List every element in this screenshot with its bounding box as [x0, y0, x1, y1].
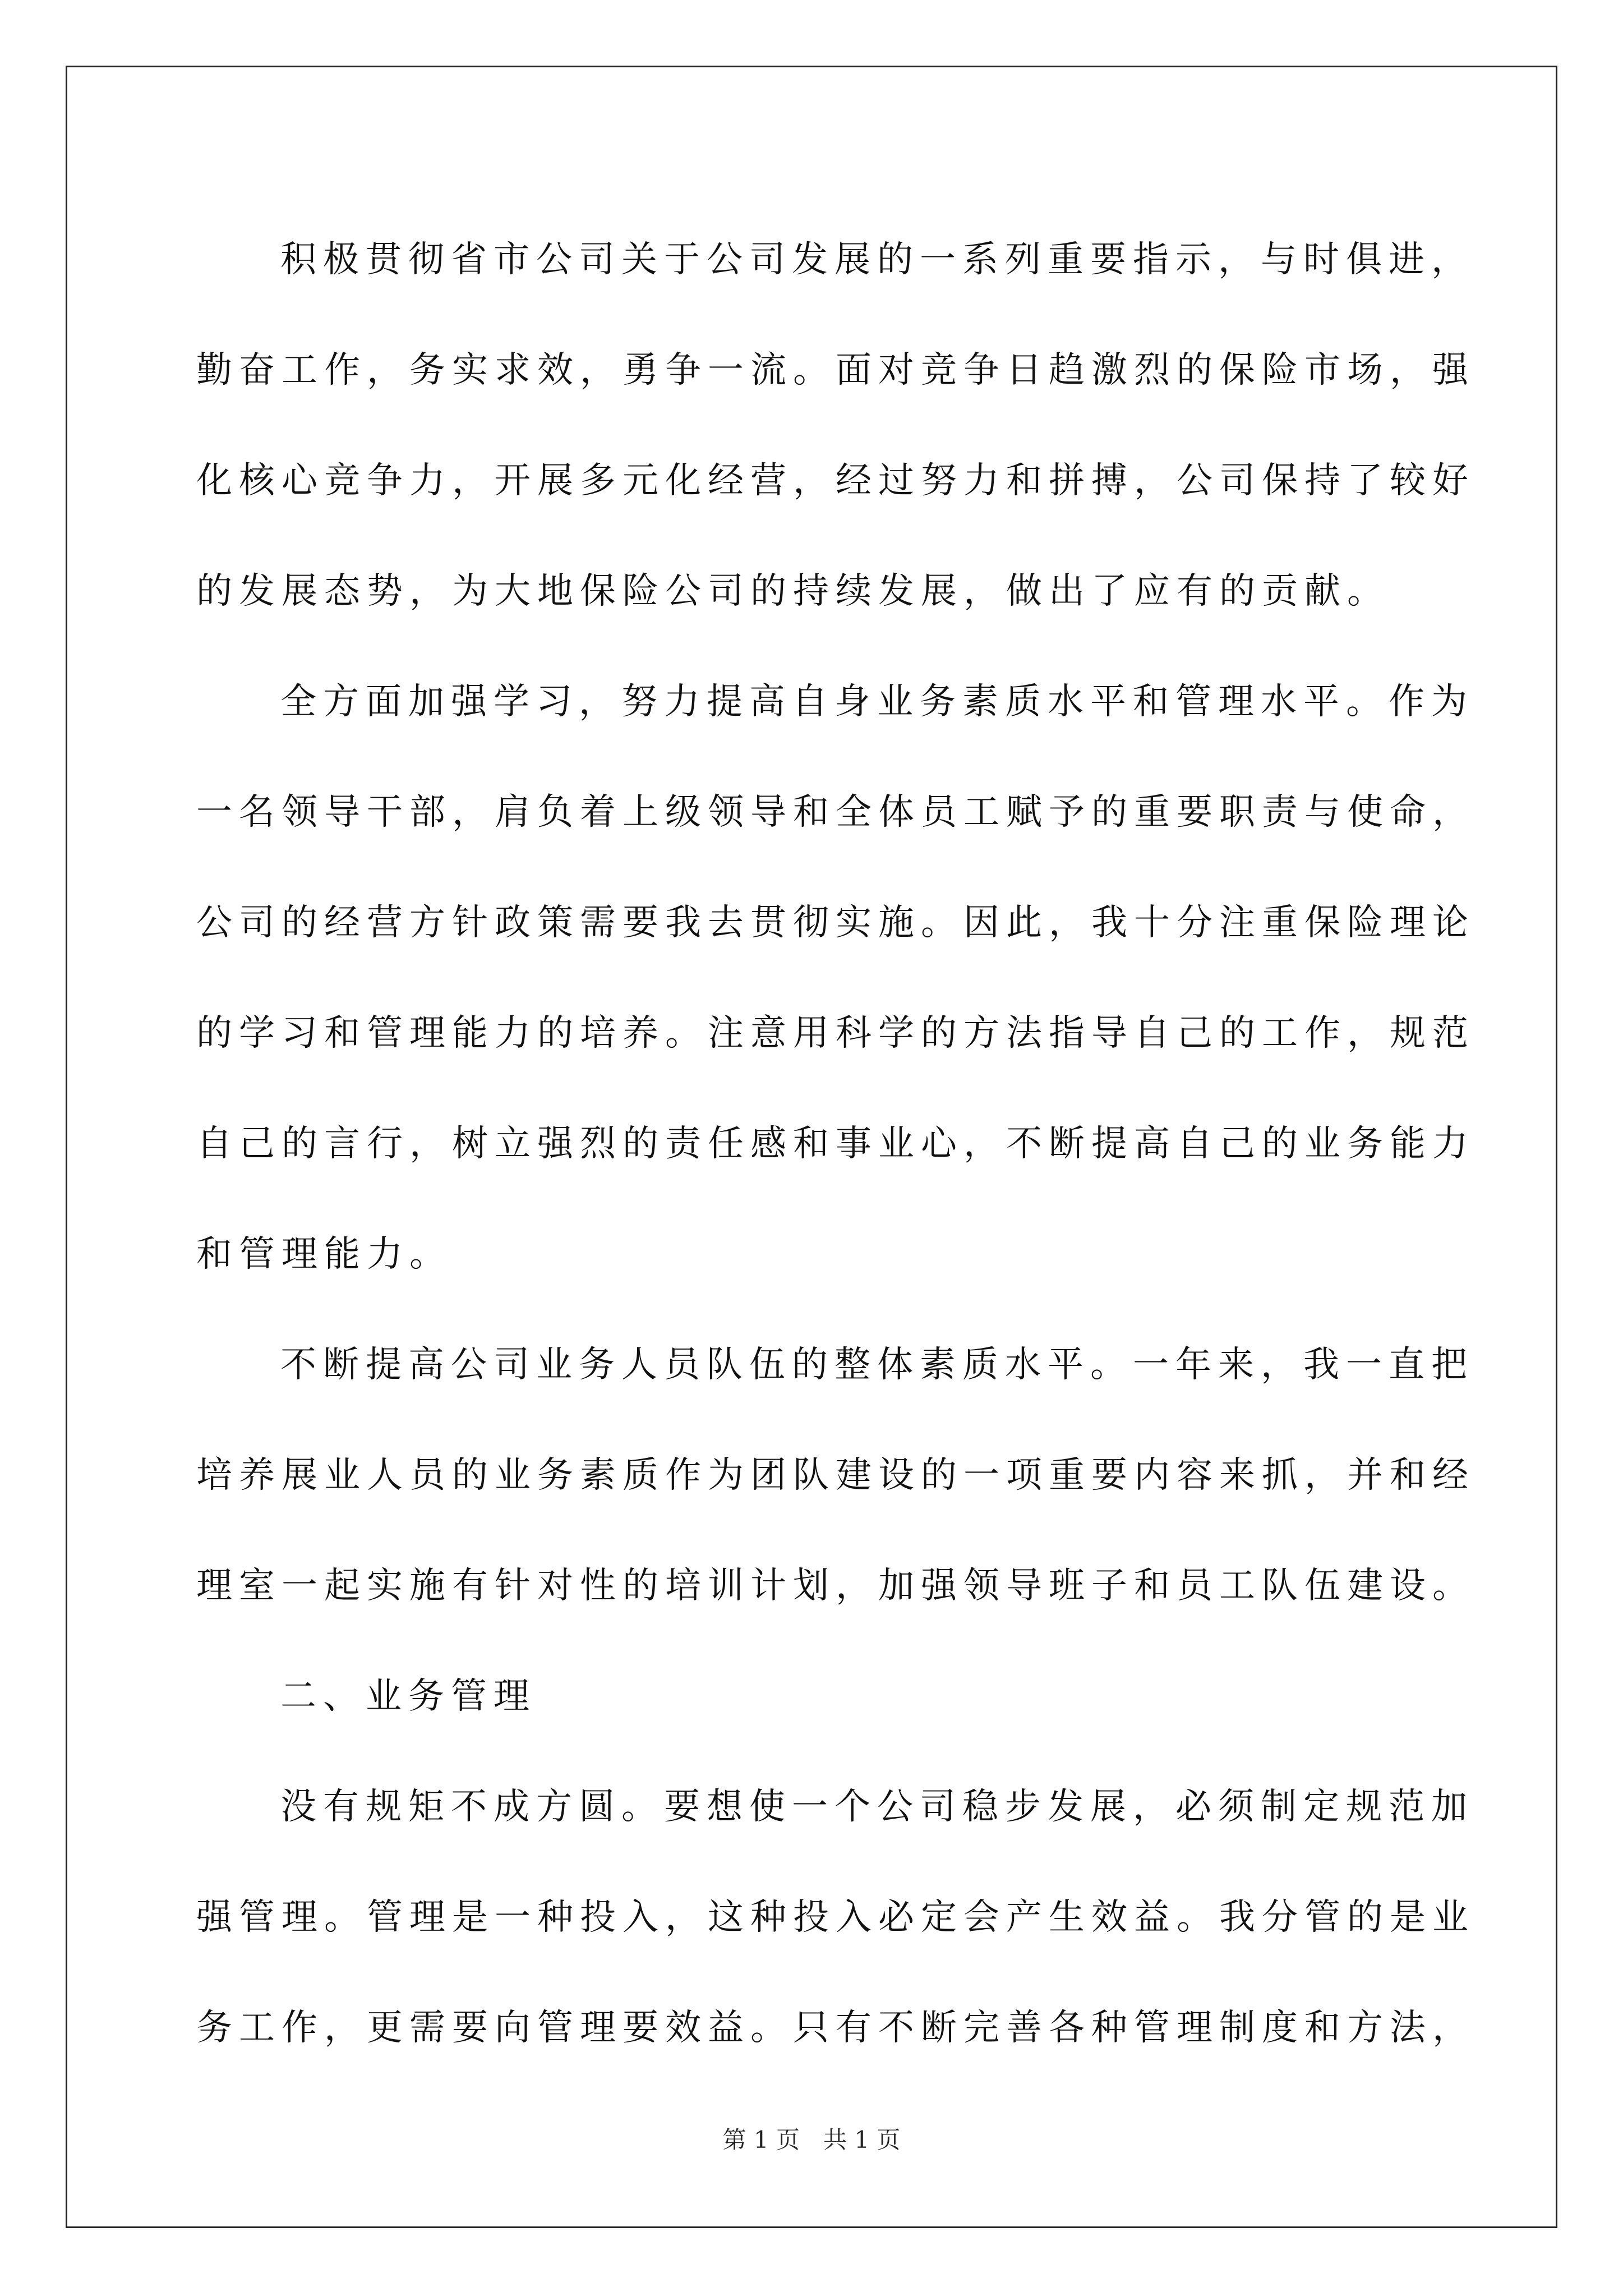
document-body [196, 205, 1475, 2083]
paragraph-line: 强管理。管理是一种投入，这种投入必定会产生效益。我分管的是业 [196, 1897, 1475, 1938]
paragraph-line: 和管理能力。 [196, 1234, 452, 1275]
paragraph-line: 化核心竞争力，开展多元化经营，经过努力和拼搏，公司保持了较好 [196, 460, 1475, 501]
paragraph-line: 公司的经营方针政策需要我去贯彻实施。因此，我十分注重保险理论 [196, 902, 1475, 944]
paragraph-line: 培养展业人员的业务素质作为团队建设的一项重要内容来抓，并和经 [196, 1455, 1475, 1496]
paragraph-line: 务工作，更需要向管理要效益。只有不断完善各种管理制度和方法， [196, 2007, 1475, 2049]
paragraph-line: 的发展态势，为大地保险公司的持续发展，做出了应有的贡献。 [196, 570, 1390, 612]
paragraph-line: 不断提高公司业务人员队伍的整体素质水平。一年来，我一直把 [280, 1344, 1474, 1386]
paragraph-line: 全方面加强学习，努力提高自身业务素质水平和管理水平。作为 [280, 681, 1474, 723]
paragraph-line: 自己的言行，树立强烈的责任感和事业心，不断提高自己的业务能力 [196, 1123, 1475, 1165]
section-heading: 二、业务管理 [280, 1676, 536, 1717]
paragraph-line: 的学习和管理能力的培养。注意用科学的方法指导自己的工作，规范 [196, 1013, 1475, 1054]
page-number-footer: 第 1 页 共 1 页 [722, 2126, 901, 2154]
paragraph-line: 积极贯彻省市公司关于公司发展的一系列重要指示，与时俱进， [280, 239, 1474, 280]
paragraph-line: 一名领导干部，肩负着上级领导和全体员工赋予的重要职责与使命， [196, 792, 1475, 833]
paragraph-line: 理室一起实施有针对性的培训计划，加强领导班子和员工队伍建设。 [196, 1565, 1475, 1607]
paragraph-line: 没有规矩不成方圆。要想使一个公司稳步发展，必须制定规范加 [280, 1786, 1474, 1828]
paragraph-line: 勤奋工作，务实求效，勇争一流。面对竞争日趋激烈的保险市场，强 [196, 349, 1475, 391]
